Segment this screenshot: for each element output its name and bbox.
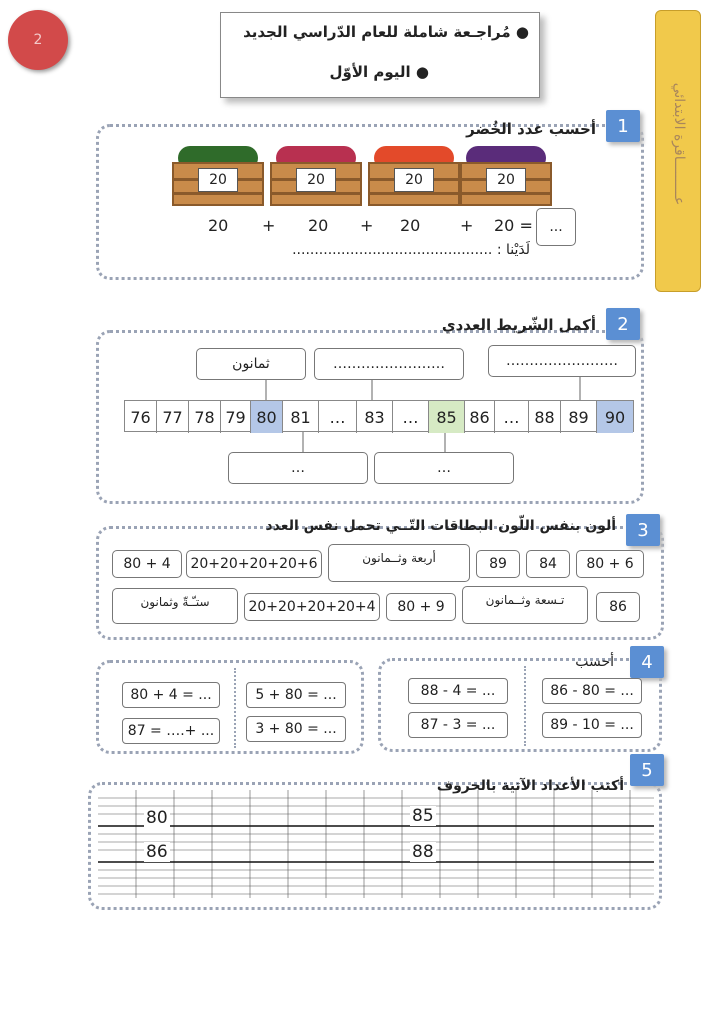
- card-86[interactable]: 86: [596, 592, 640, 622]
- strip-cell: 76: [125, 401, 157, 433]
- calc-88-minus-4[interactable]: 88 - 4 = ...: [408, 678, 508, 704]
- card-80-plus-4[interactable]: 80 + 4: [112, 550, 182, 578]
- crate-label: 20: [198, 168, 238, 192]
- writing-grid: [98, 790, 654, 898]
- strip-cell-blank[interactable]: …: [495, 401, 529, 433]
- sum-equation: 20 + 20 + 20 + 20 =: [208, 216, 533, 235]
- card-sum-84[interactable]: 20+20+20+20+4: [244, 593, 380, 621]
- header-line-2: ● اليوم الأوّل: [329, 63, 429, 81]
- exercise-2-title: أكمل الشّريط العددي: [441, 316, 596, 334]
- strip-cell: 83: [357, 401, 393, 433]
- label-box-85[interactable]: ……………………: [314, 348, 464, 380]
- school-name: عـــــــــاقرة الابتدائي: [671, 82, 687, 206]
- number-86: 86: [146, 842, 168, 862]
- page-number: 2: [33, 32, 43, 48]
- calc-5-plus-80[interactable]: 5 + 80 = ...: [246, 682, 346, 708]
- strip-cell: 77: [157, 401, 189, 433]
- exercise-1-number: 1: [606, 110, 640, 142]
- calc-87-split[interactable]: 87 = ….+ ...: [122, 718, 220, 744]
- number-strip: [124, 400, 634, 432]
- header-line-1: ● مُراجـعة شاملة للعام الدّراسي الجديد: [243, 23, 529, 41]
- answer-box-81[interactable]: …: [228, 452, 368, 484]
- strip-cell: 79: [221, 401, 251, 433]
- answer-box-85[interactable]: …: [374, 452, 514, 484]
- card-words-84[interactable]: أربعة وثــمانون: [328, 544, 470, 582]
- exercise-5-title: أكتب الأعداد الآتية بالحروف: [436, 778, 624, 794]
- exercise-4-title: أحسب: [575, 654, 614, 670]
- exercise-1-title: أحسب عدد الخُضر: [466, 120, 596, 138]
- strip-cell-highlight: 90: [597, 401, 633, 433]
- label-box-80: ثمانون: [196, 348, 306, 380]
- strip-cell: 78: [189, 401, 221, 433]
- sum-answer-box[interactable]: ...: [536, 208, 576, 246]
- number-80: 80: [146, 808, 168, 828]
- exercise-4-right-divider: [524, 666, 526, 746]
- exercise-5-number: 5: [630, 754, 664, 786]
- strip-cell-blank[interactable]: …: [319, 401, 357, 433]
- card-84[interactable]: 84: [526, 550, 570, 578]
- exercise-4-number: 4: [630, 646, 664, 678]
- card-sum-86[interactable]: 20+20+20+20+6: [186, 550, 322, 578]
- exercise-2-number: 2: [606, 308, 640, 340]
- bullet-icon: ●: [415, 63, 429, 81]
- exercise-4-left-divider: [234, 668, 236, 748]
- calc-89-minus-10[interactable]: 89 - 10 = ...: [542, 712, 642, 738]
- number-88: 88: [412, 842, 434, 862]
- strip-cell: 86: [465, 401, 495, 433]
- strip-cell-highlight: 85: [429, 401, 465, 433]
- crate-label: 20: [296, 168, 336, 192]
- calc-80-plus-4[interactable]: 80 + 4 = ...: [122, 682, 220, 708]
- card-words-86[interactable]: ستـّـةّ وثمانون: [112, 588, 238, 624]
- strip-cell-blank[interactable]: …: [393, 401, 429, 433]
- label-box-90[interactable]: ……………………: [488, 345, 636, 377]
- bullet-icon: ●: [515, 23, 529, 41]
- exercise-3-title: ألون بنفس اللّون البطاقات التّــي تحمل نفس العدد: [265, 518, 616, 534]
- have-line: لَدَيْنا : .............................................: [292, 242, 530, 258]
- number-85: 85: [412, 806, 434, 826]
- calc-86-minus-80[interactable]: 86 - 80 = ...: [542, 678, 642, 704]
- exercise-3-number: 3: [626, 514, 660, 546]
- card-words-89[interactable]: تـسعة وثــمانون: [462, 586, 588, 624]
- crate-label: 20: [486, 168, 526, 192]
- strip-cell: 89: [561, 401, 597, 433]
- card-89[interactable]: 89: [476, 550, 520, 578]
- calc-3-plus-80[interactable]: 3 + 80 = ...: [246, 716, 346, 742]
- strip-cell-highlight: 80: [251, 401, 283, 433]
- card-80-plus-9[interactable]: 80 + 9: [386, 593, 456, 621]
- card-80-plus-6[interactable]: 80 + 6: [576, 550, 644, 578]
- crate-label: 20: [394, 168, 434, 192]
- strip-cell: 81: [283, 401, 319, 433]
- strip-cell: 88: [529, 401, 561, 433]
- calc-87-minus-3[interactable]: 87 - 3 = ...: [408, 712, 508, 738]
